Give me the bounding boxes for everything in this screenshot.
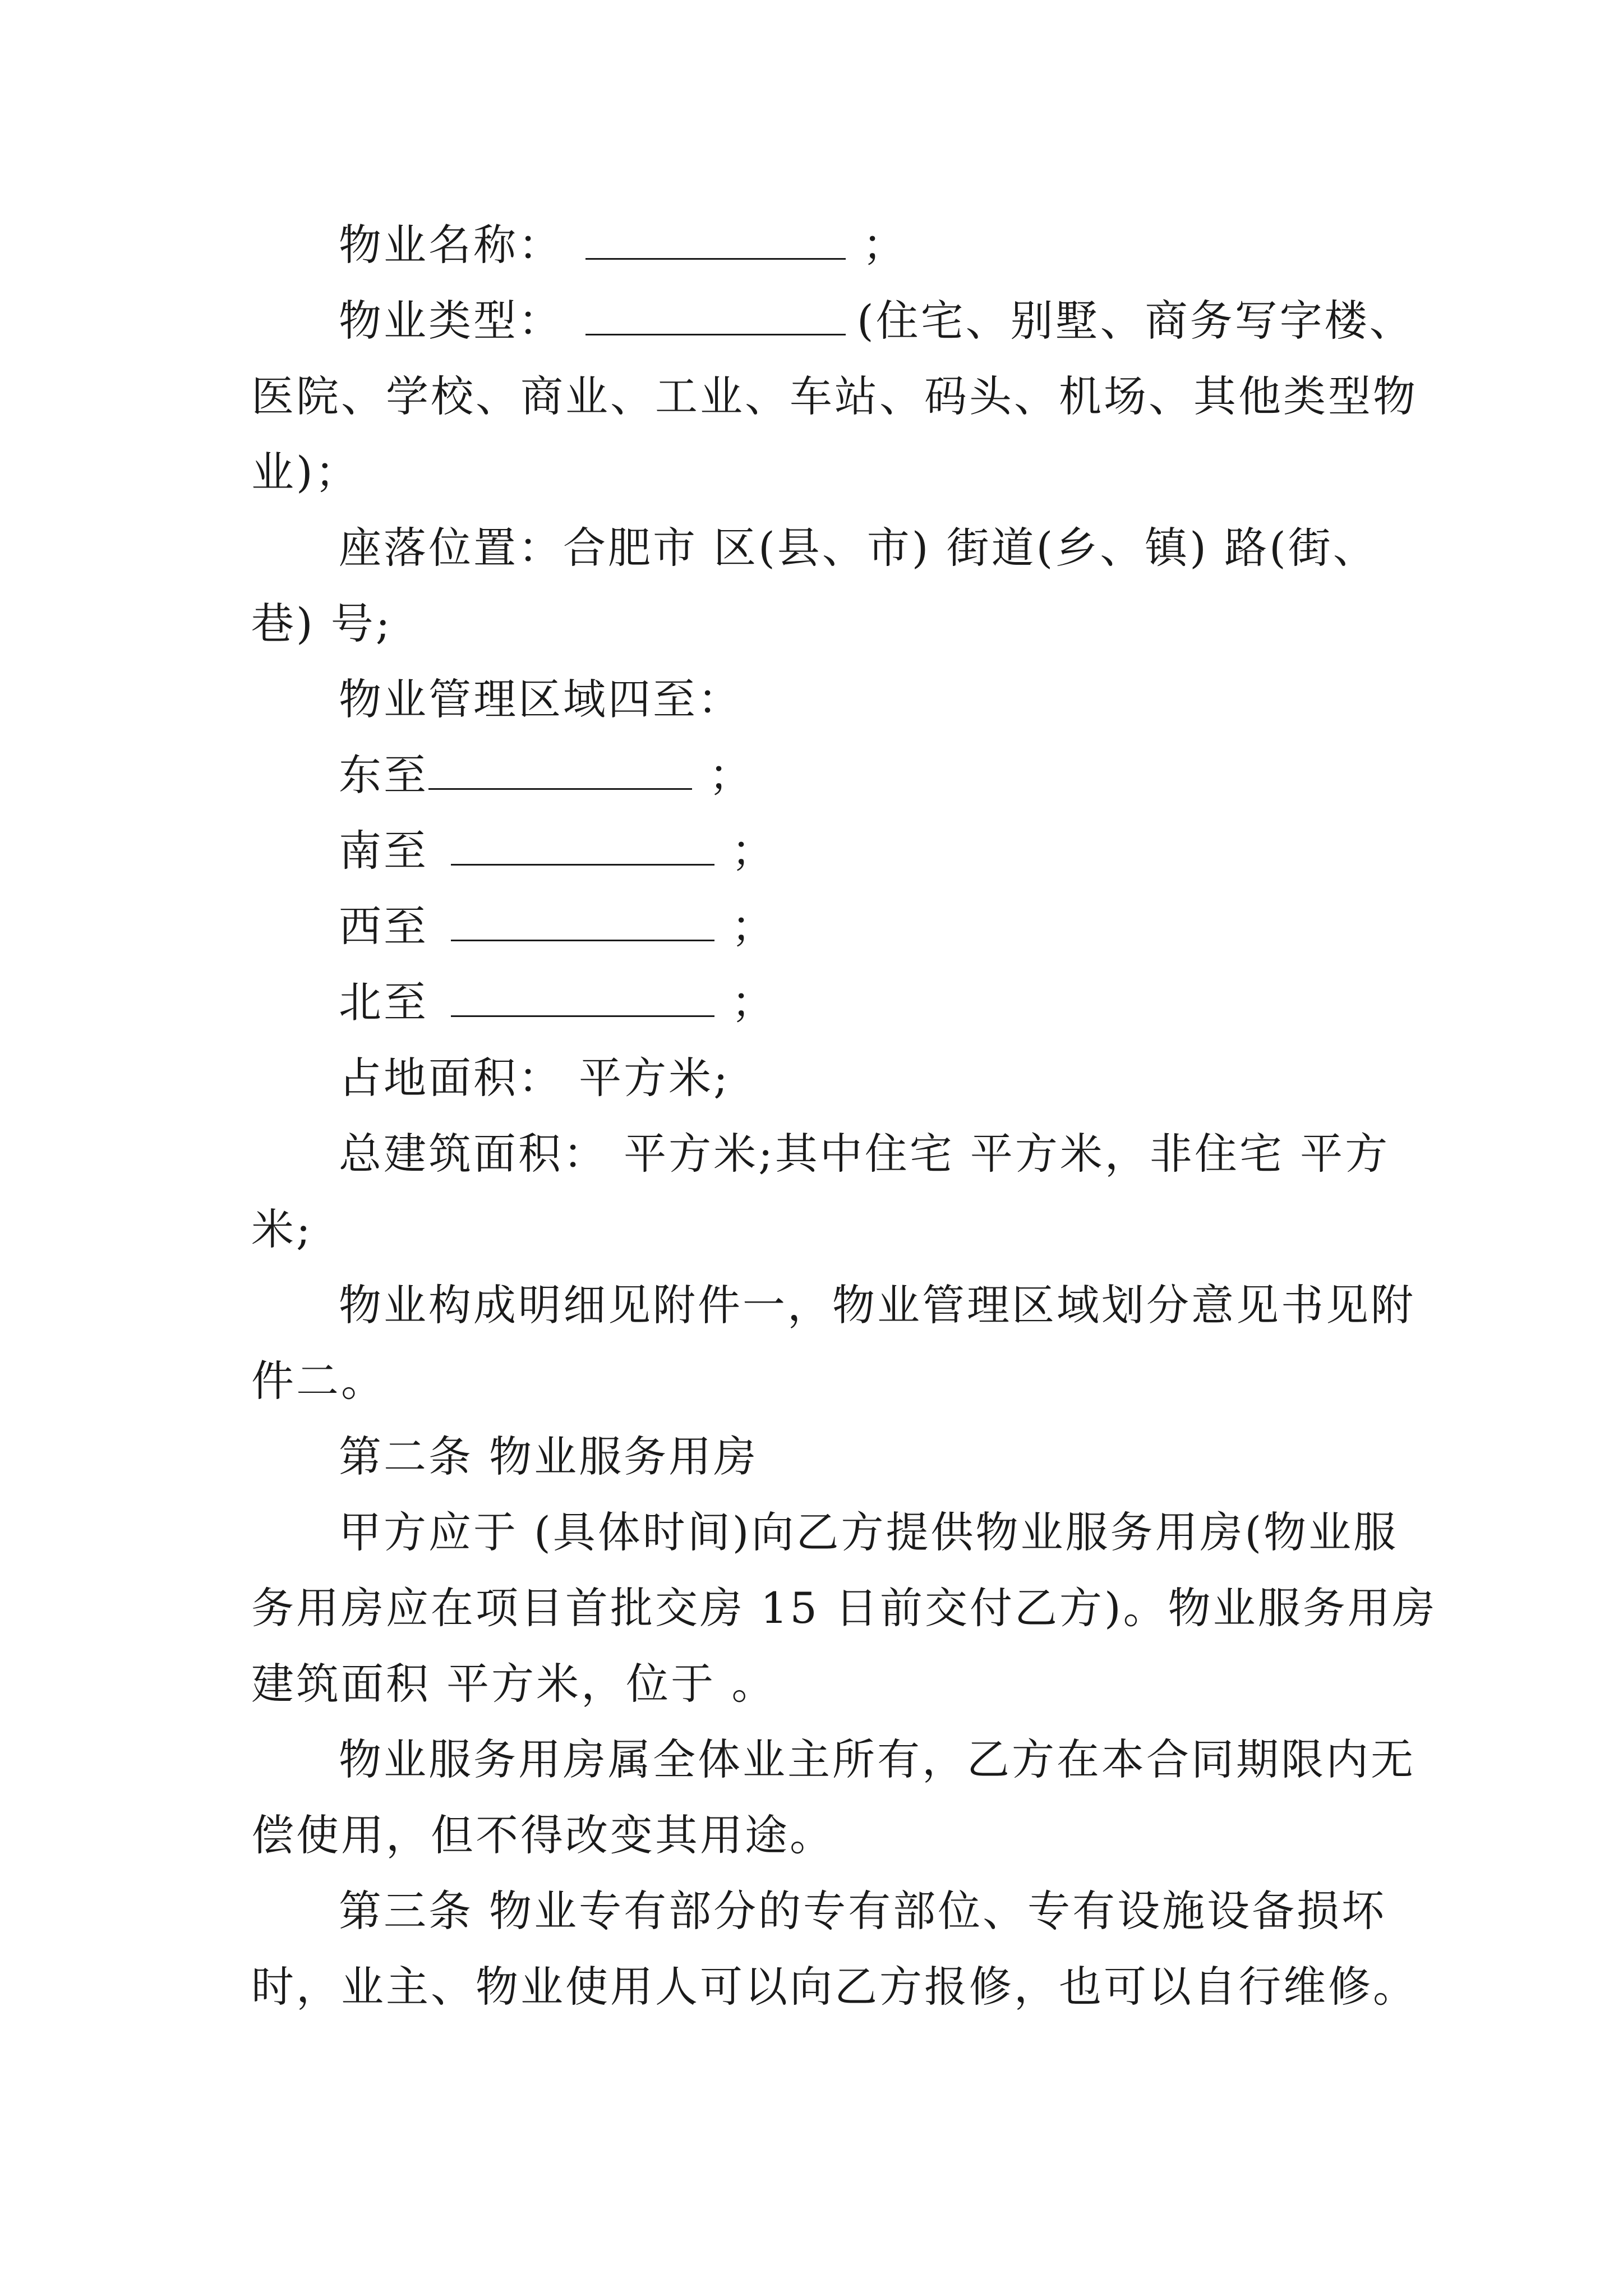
east-boundary-end: ； (709, 750, 754, 800)
article-3-para-cont: 时，业主、物业使用人可以向乙方报修，也可以自行维修。 (251, 1962, 1418, 2012)
article-3-para: 第三条 物业专有部分的专有部位、专有设施设备损坏 (339, 1886, 1387, 1936)
west-boundary-blank (451, 904, 714, 941)
property-type-options-cont: 医院、学校、商业、工业、车站、码头、机场、其他类型物 (251, 371, 1418, 421)
property-name-label: 物业名称： (339, 220, 563, 270)
article-2-para-2-cont: 偿使用，但不得改变其用途。 (251, 1810, 834, 1860)
property-name-line (339, 217, 907, 273)
article-2-para-1-cont: 务用房应在项目首批交房 15 日前交付乙方)。物业服务用房 (251, 1583, 1437, 1633)
south-boundary-line (339, 823, 776, 879)
property-type-line (339, 293, 1414, 349)
north-boundary-label: 北至 (339, 977, 428, 1027)
north-boundary-end: ； (731, 977, 776, 1027)
south-boundary-blank (451, 828, 714, 866)
property-type-label: 物业类型： (339, 296, 563, 346)
property-type-options: (住宅、别墅、商务写字楼、 (857, 296, 1414, 346)
article-2-heading: 第二条 物业服务用房 (339, 1432, 759, 1481)
west-boundary-end: ； (731, 901, 776, 951)
attachments-line: 物业构成明细见附件一，物业管理区域划分意见书见附 (339, 1280, 1415, 1330)
article-2-para-1-end: 建筑面积 平方米，位于 。 (251, 1659, 777, 1709)
location-line-cont: 巷) 号; (251, 599, 393, 648)
floor-area-line-cont: 米; (251, 1204, 313, 1254)
location-line: 座落位置：合肥市 区(县、市) 街道(乡、镇) 路(街、 (339, 523, 1378, 573)
west-boundary-line (339, 899, 776, 955)
property-name-end: ； (863, 220, 907, 270)
property-type-blank (585, 298, 846, 335)
attachments-line-cont: 件二。 (251, 1356, 386, 1406)
article-2-para-2: 物业服务用房属全体业主所有，乙方在本合同期限内无 (339, 1734, 1415, 1784)
property-name-blank (585, 222, 846, 260)
south-boundary-label: 南至 (339, 826, 428, 876)
east-boundary-label: 东至 (339, 750, 428, 800)
south-boundary-end: ； (731, 826, 776, 876)
article-2-para-1: 甲方应于 (具体时间)向乙方提供物业服务用房(物业服 (339, 1507, 1399, 1557)
property-type-options-end: 业)； (251, 447, 360, 497)
north-boundary-line (339, 974, 776, 1030)
east-boundary-line (339, 747, 754, 803)
west-boundary-label: 西至 (339, 901, 428, 951)
north-boundary-blank (451, 979, 714, 1017)
land-area-line: 占地面积： 平方米; (339, 1053, 730, 1103)
floor-area-line: 总建筑面积： 平方米;其中住宅 平方米，非住宅 平方 (339, 1129, 1390, 1179)
boundary-heading: 物业管理区域四至： (339, 674, 743, 724)
east-boundary-blank (428, 752, 692, 790)
